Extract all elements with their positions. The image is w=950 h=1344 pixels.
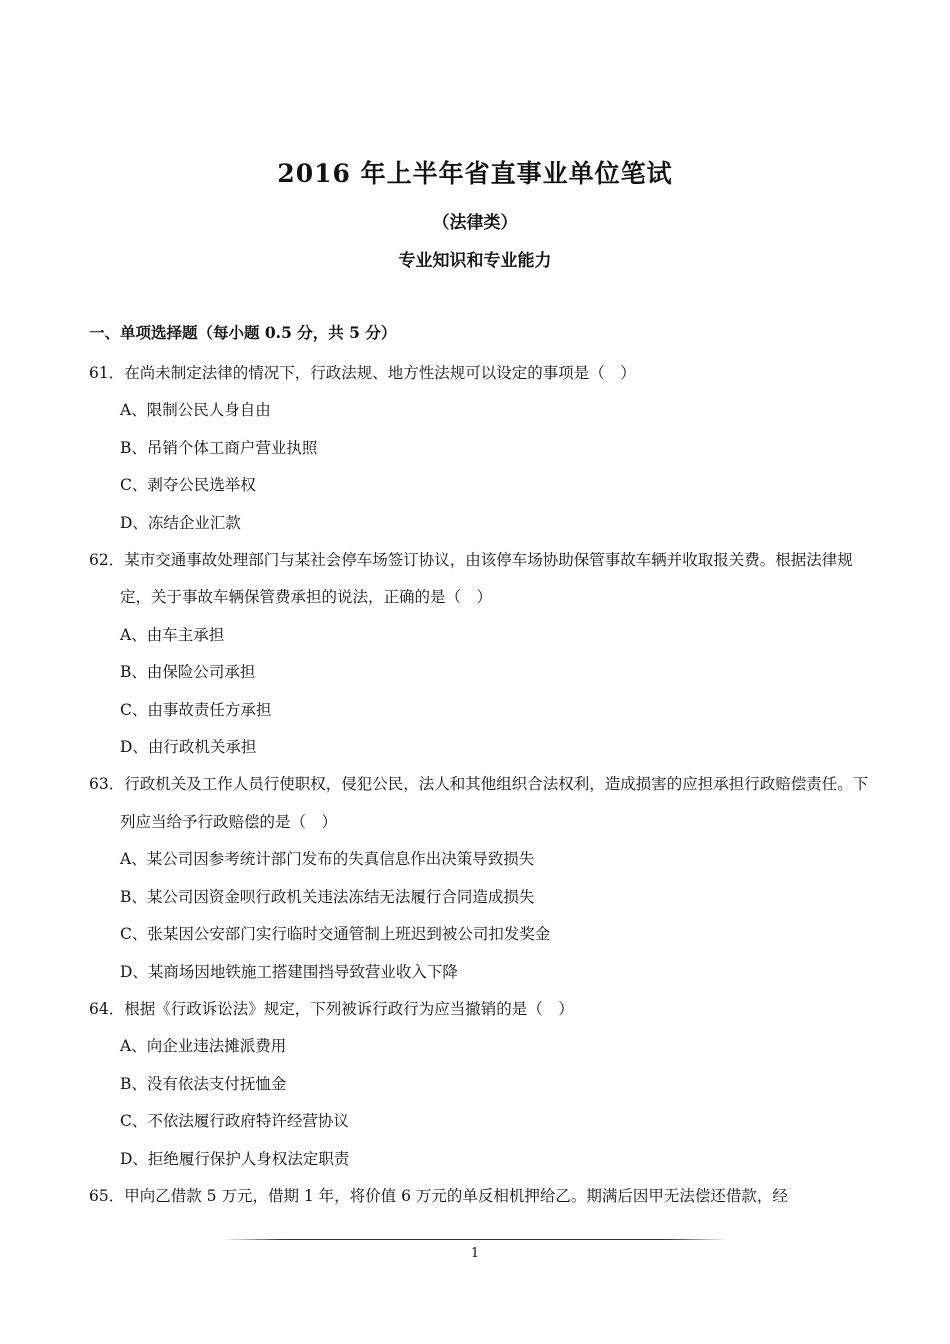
option-c: C、剥夺公民选举权 bbox=[120, 476, 256, 495]
option-b: B、没有依法支付抚恤金 bbox=[120, 1074, 287, 1093]
option-a: A、向企业违法摊派费用 bbox=[120, 1037, 287, 1056]
option-d: D、某商场因地铁施工搭建围挡导致营业收入下降 bbox=[120, 962, 458, 981]
document-subtitle-section: 专业知识和专业能力 bbox=[398, 251, 552, 271]
section-heading: 一、单项选择题（每小题 0.5 分，共 5 分） bbox=[89, 323, 397, 342]
question-number: 65． bbox=[89, 1186, 125, 1205]
question-stem bbox=[89, 542, 869, 617]
document-subtitle-category: （法律类） bbox=[432, 213, 518, 233]
option-a: A、某公司因参考统计部门发布的失真信息作出决策导致损失 bbox=[120, 850, 535, 869]
question-number: 61． bbox=[89, 364, 125, 382]
question-text: 甲向乙借款 5 万元，借期 1 年，将价值 6 万元的单反相机押给乙。期满后因甲无法偿还借款，经 bbox=[124, 1186, 788, 1205]
option-c: C、不依法履行政府特许经营协议 bbox=[120, 1112, 349, 1131]
option-c: C、由事故责任方承担 bbox=[120, 700, 272, 719]
option-a: A、限制公民人身自由 bbox=[120, 401, 271, 420]
question-list bbox=[89, 355, 869, 1215]
question-text: 某市交通事故处理部门与某社会停车场签订协议，由该停车场协助保管事故车辆并收取报关费。根据法律规定，关于事故车辆保管费承担的说法，正确的是（ ） bbox=[120, 551, 853, 607]
question-text: 在尚未制定法律的情况下，行政法规、地方性法规可以设定的事项是（ ） bbox=[124, 364, 636, 382]
question-text: 行政机关及工作人员行使职权，侵犯公民，法人和其他组织合法权利，造成损害的应担承担行政赔偿责任。下列应当给予行政赔偿的是（ ） bbox=[120, 775, 869, 831]
option-d: D、拒绝履行保护人身权法定职责 bbox=[120, 1149, 350, 1168]
page-number: 1 bbox=[470, 1246, 480, 1261]
option-b: B、吊销个体工商户营业执照 bbox=[120, 438, 318, 457]
footer-divider bbox=[222, 1239, 728, 1240]
question-stem bbox=[89, 991, 869, 1028]
question-61 bbox=[89, 355, 869, 542]
question-number: 64． bbox=[89, 999, 125, 1018]
question-65 bbox=[89, 1178, 869, 1215]
question-64 bbox=[89, 991, 869, 1178]
question-stem bbox=[89, 766, 869, 841]
question-number: 62． bbox=[89, 551, 125, 570]
option-b: B、由保险公司承担 bbox=[120, 663, 256, 682]
question-stem bbox=[89, 1178, 869, 1215]
question-stem bbox=[89, 355, 869, 392]
question-62 bbox=[89, 542, 869, 766]
option-b: B、某公司因资金呗行政机关违法冻结无法履行合同造成损失 bbox=[120, 887, 535, 906]
question-text: 根据《行政诉讼法》规定，下列被诉行政行为应当撤销的是（ ） bbox=[124, 999, 574, 1018]
option-d: D、由行政机关承担 bbox=[120, 738, 257, 757]
option-d: D、冻结企业汇款 bbox=[120, 513, 241, 532]
question-63 bbox=[89, 766, 869, 990]
question-number: 63． bbox=[89, 775, 125, 794]
document-title: 2016 年上半年省直事业单位笔试 bbox=[277, 159, 673, 188]
option-c: C、张某因公安部门实行临时交通管制上班迟到被公司扣发奖金 bbox=[120, 925, 551, 944]
option-a: A、由车主承担 bbox=[120, 625, 225, 644]
